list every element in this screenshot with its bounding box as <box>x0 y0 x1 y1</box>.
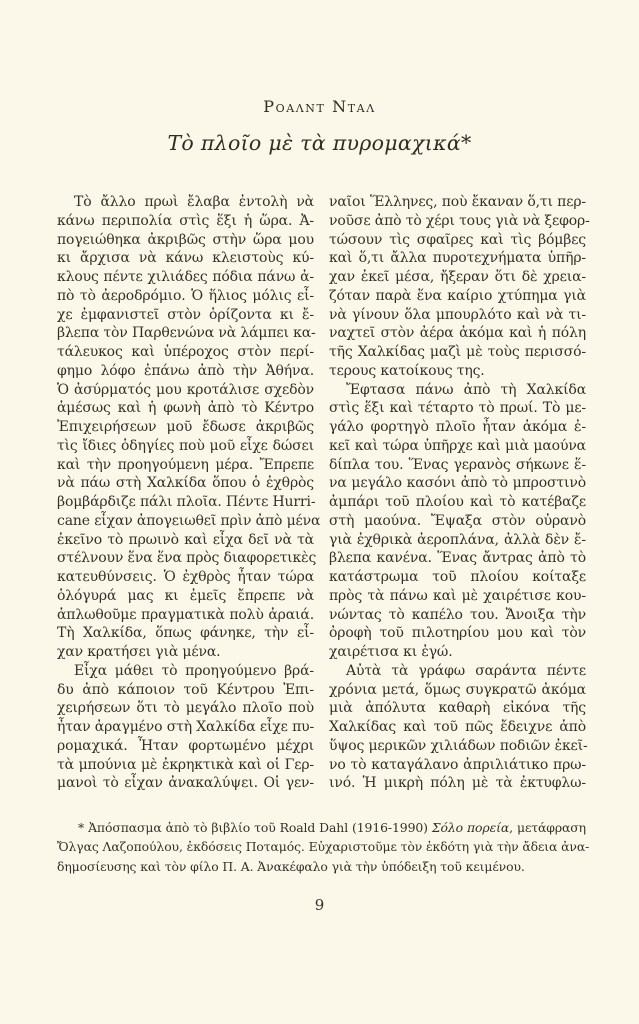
text-segment: στέλνουν ἕνα ἕνα πρὸς διαφορετικὲς <box>57 550 317 567</box>
text-line <box>329 568 586 587</box>
text-line <box>57 324 314 343</box>
text-line <box>57 624 314 643</box>
text-line <box>329 474 586 493</box>
text-segment: νὰ πάω στὴ Χαλκίδα ὅπου ὁ ἐχθρὸς <box>57 475 314 492</box>
footnote-marker: * <box>460 131 472 155</box>
text-line <box>57 212 314 231</box>
text-segment: βλεπα τὸν Παρθενώνα νὰ λάμπει κα- <box>57 325 316 342</box>
text-segment: κάνω περιπολία στὶς ἕξι ἡ ὥρα. Ἀ- <box>57 212 314 229</box>
footnote <box>57 818 590 876</box>
text-segment: cane εἶχαν ἀπογειωθεῖ πρὶν ἀπὸ μένα <box>57 512 321 529</box>
text-line <box>329 212 590 231</box>
text-line <box>57 231 314 250</box>
text-segment: Εἶχα μάθει τὸ προηγούμενο βρά- <box>74 662 314 679</box>
text-line <box>329 362 586 381</box>
text-segment: ἀμέσως καὶ ἡ φωνὴ ἀπὸ τὸ Κέντρο <box>57 400 314 417</box>
page-number: 9 <box>314 896 325 914</box>
text-line <box>57 568 314 587</box>
text-segment: χειρήσεων ὅτι τὸ μεγάλο πλοῖο ποὺ <box>57 700 314 717</box>
text-segment: πογειώθηκα ἀκριβῶς στὴν ὥρα μου <box>57 231 314 248</box>
text-segment: νώντας τὸ καπέλο του. Ἄνοιξα τὴν <box>329 606 586 623</box>
text-segment: βλεπα κανένα. Ἕνας ἄντρας ἀπὸ τὸ <box>329 550 586 567</box>
text-segment: ὕψος μερικῶν χιλιάδων ποδιῶν ἐκεῖ- <box>329 737 588 754</box>
text-line <box>57 306 314 325</box>
author-heading: Ροαλντ Νταλ <box>263 97 376 116</box>
text-line <box>329 699 586 718</box>
text-line <box>57 399 314 418</box>
text-segment: Χαλκίδας καὶ τοῦ πῶς ἔδειχνε ἀπὸ <box>329 719 586 735</box>
text-segment: Ὄλγας Λαζοπούλου, ἐκδόσεις Ποταμός. Εὐχαριστοῦμε τὸν ἐκδότη γιὰ τὴν ἄδεια ἀνα- <box>57 839 590 855</box>
text-line <box>329 737 586 756</box>
text-line <box>329 549 586 568</box>
text-segment: ἦταν ἀραγμένο στὴ Χαλκίδα εἶχε πυ- <box>57 719 315 735</box>
text-line <box>57 643 314 662</box>
text-segment: κατευθύνσεις. Ὁ ἐχθρὸς ἦταν τώρα <box>57 569 314 585</box>
text-segment: ρομαχικά. Ἦταν φορτωμένο μέχρι <box>57 737 314 754</box>
text-segment: να μεγάλο κασόνι ἀπὸ τὸ μπροστινὸ <box>329 475 586 492</box>
text-line <box>57 437 314 456</box>
text-segment: δημοσίευσης καὶ τὸν φίλο Π. Α. Ἀνακέφαλο γιὰ τὴν ὑπόδειξη τοῦ κειμένου. <box>57 858 525 874</box>
text-segment: καὶ τὴν προηγούμενη μέρα. Ἔπρεπε <box>57 456 314 473</box>
text-line <box>329 418 586 437</box>
text-segment: μανοὶ τὸ εἶχαν ἀνακαλύψει. Οἱ γεν- <box>57 775 314 792</box>
text-line <box>329 381 586 400</box>
text-segment: μιὰ ἀπόλυτα καθαρὴ εἰκόνα τῆς <box>329 700 586 717</box>
text-line <box>57 756 314 775</box>
text-line <box>329 324 586 343</box>
text-segment: ἐκεῖνο τὸ πρωινὸ καὶ εἶχα δεῖ νὰ τὰ <box>57 531 314 548</box>
chapter-title <box>0 131 639 155</box>
text-segment: γάλο φορτηγὸ πλοῖο ἦταν ἀκόμα ἐ- <box>329 419 586 435</box>
text-line <box>57 774 314 793</box>
text-segment: Τὴ Χαλκίδα, ὅπως φάνηκε, τὴν εἶ- <box>57 625 314 642</box>
text-line <box>57 531 314 550</box>
text-line <box>329 512 586 531</box>
text-segment: Ἔφτασα πάνω ἀπὸ τὴ Χαλκίδα <box>346 381 586 398</box>
text-segment: βομβάρδιζε πάλι πλοῖα. Πέντε Hurri- <box>57 494 316 510</box>
text-line <box>329 662 586 681</box>
text-segment: ἁπλωθοῦμε πραγματικὰ πολὺ ἀραιά. <box>57 606 314 623</box>
text-segment: χαν κρατήσει γιὰ μένα. <box>57 644 221 660</box>
text-segment: Αὐτὰ τὰ γράφω σαράντα πέντε <box>346 662 586 679</box>
text-segment: Ὁ ἀσύρματός μου κροτάλισε σχεδὸν <box>57 381 314 398</box>
italic-text-segment: Σόλο πορεία <box>431 820 510 835</box>
text-segment: κεῖ καὶ τώρα ὑπῆρχε καὶ μιὰ μαούνα <box>329 437 586 454</box>
text-segment: Τὸ ἄλλο πρωὶ ἔλαβα ἐντολὴ νὰ <box>74 194 314 210</box>
text-segment: τῆς Χαλκίδας μαζὶ μὲ τοὺς περισσό- <box>329 344 586 360</box>
text-segment: ναχτεῖ στὸν ἀέρα ἀκόμα καὶ ἡ πόλη <box>329 325 586 342</box>
text-segment: δυ ἀπὸ κάποιον τοῦ Κέντρου Ἐπι- <box>57 681 314 698</box>
text-line <box>57 268 314 287</box>
text-line <box>57 456 314 475</box>
text-segment: πρὸς τὰ πάνω καὶ μὲ χαιρέτισε κου- <box>329 587 586 604</box>
chapter-title-text: Τὸ πλοῖο μὲ τὰ πυρομαχικά <box>167 131 461 155</box>
text-line <box>329 681 586 700</box>
text-line <box>329 193 586 212</box>
text-segment: νο τὸ καταγάλανο ἀπριλιάτικο πρω- <box>329 756 586 773</box>
text-segment: καὶ ὅ,τι ἄλλα πυροτεχνήματα ὑπῆρ- <box>329 250 586 267</box>
text-segment: κι ἄρχισα νὰ κάνω κλειστοὺς κύ- <box>57 250 314 267</box>
text-segment: στὴ μαούνα. Ἔψαξα στὸν οὐρανὸ <box>329 512 586 529</box>
text-line <box>57 662 314 681</box>
text-line <box>329 774 586 793</box>
left-column <box>57 193 321 793</box>
text-line <box>329 399 586 418</box>
text-line <box>329 249 586 268</box>
text-line <box>57 193 314 212</box>
text-line <box>329 343 586 362</box>
text-line <box>57 587 314 606</box>
text-line <box>57 493 314 512</box>
text-line <box>57 549 317 568</box>
text-line <box>329 624 586 643</box>
text-segment: κατάστρωμα τοῦ πλοίου κοίταξε <box>329 569 586 585</box>
text-segment: χρόνια μετά, ὅμως συγκρατῶ ἀκόμα <box>329 681 586 698</box>
text-columns <box>57 193 590 793</box>
text-segment: νὰ γίνουν ὅλα μπουρλότο καὶ νὰ τι- <box>329 306 586 323</box>
text-line <box>329 456 586 475</box>
text-line <box>57 606 314 625</box>
text-segment: * Ἀπόσπασμα ἀπὸ τὸ βιβλίο τοῦ Roald Dahl (1916-1990) <box>78 820 432 835</box>
text-segment: Ἐπιχειρήσεων μοῦ ἔδωσε ἀκριβῶς <box>57 419 314 435</box>
text-line <box>57 287 314 306</box>
text-line <box>329 718 586 737</box>
text-line <box>329 287 586 306</box>
text-line <box>329 756 586 775</box>
text-segment: χαιρέτισα κι ἐγώ. <box>329 644 453 660</box>
text-line <box>57 837 590 856</box>
text-line <box>57 381 314 400</box>
text-line <box>329 231 586 250</box>
text-segment: ναῖοι Ἕλληνες, ποὺ ἔκαναν ὅ,τι περ- <box>329 194 586 210</box>
text-line <box>329 493 586 512</box>
text-segment: ινό. Ἡ μικρὴ πόλη μὲ τὰ ἐκτυφλω- <box>329 775 586 792</box>
text-line <box>57 857 586 876</box>
text-line <box>57 699 314 718</box>
text-segment: ὀροφὴ τοῦ πιλοτηρίου μου καὶ τὸν <box>329 625 586 642</box>
text-segment: τώσουν τὶς σφαῖρες καὶ τὶς βόμβες <box>329 231 586 248</box>
text-segment: τὰ μπούνια μὲ ἐκρηκτικὰ καὶ οἱ Γερ- <box>57 756 314 773</box>
text-line <box>329 437 586 456</box>
text-segment: , μετάφραση <box>509 820 586 835</box>
text-segment: γιὰ ἐχθρικὰ ἀεροπλάνα, ἀλλὰ δὲν ἔ- <box>329 531 586 548</box>
text-line <box>57 718 314 737</box>
text-line <box>57 512 321 531</box>
text-segment: χε ἐμφανιστεῖ στὸν ὁρίζοντα κι ἔ- <box>57 306 314 323</box>
text-segment: χαν ἐκεῖ μέσα, ἤξεραν ὅτι δὲ χρεια- <box>329 269 586 285</box>
text-segment: δίπλα του. Ἕνας γερανὸς σήκωνε ἕ- <box>329 456 586 473</box>
text-line <box>329 587 586 606</box>
text-line <box>57 362 314 381</box>
text-line <box>329 268 586 287</box>
text-line <box>329 306 586 325</box>
text-segment: ἀμπάρι τοῦ πλοίου καὶ τὸ κατέβαζε <box>329 494 586 510</box>
text-segment: στὶς ἕξι καὶ τέταρτο τὸ πρωί. Τὸ με- <box>329 400 586 417</box>
text-line <box>57 343 314 362</box>
text-line <box>57 418 314 437</box>
text-segment: φημο λόφο ἐπάνω ἀπὸ τὴν Ἀθήνα. <box>57 362 314 379</box>
text-line <box>57 818 586 837</box>
text-line <box>57 249 314 268</box>
text-segment: νοῦσε ἀπὸ τὸ χέρι τους γιὰ νὰ ξεφορ- <box>329 212 590 229</box>
text-segment: τάλευκος καὶ ὑπέροχος στὸν περί- <box>57 344 314 360</box>
text-line <box>57 474 314 493</box>
text-segment: ζόταν παρὰ ἕνα καίριο χτύπημα γιὰ <box>329 287 586 304</box>
right-column <box>329 193 590 793</box>
text-line <box>57 737 314 756</box>
text-segment: ὁλόγυρά μας κι ἐμεῖς ἔπρεπε νὰ <box>57 587 314 604</box>
text-line <box>329 606 586 625</box>
text-segment: πὸ τὸ ἀεροδρόμιο. Ὁ ἥλιος μόλις εἶ- <box>57 287 314 304</box>
text-line <box>57 681 314 700</box>
text-segment: κλους πέντε χιλιάδες πόδια πάνω ἀ- <box>57 269 314 285</box>
text-line <box>329 643 586 662</box>
text-segment: τὶς ἴδιες ὁδηγίες ποὺ μοῦ εἶχε δώσει <box>57 437 314 454</box>
text-segment: τερους κατοίκους της. <box>329 362 485 379</box>
text-line <box>329 531 586 550</box>
